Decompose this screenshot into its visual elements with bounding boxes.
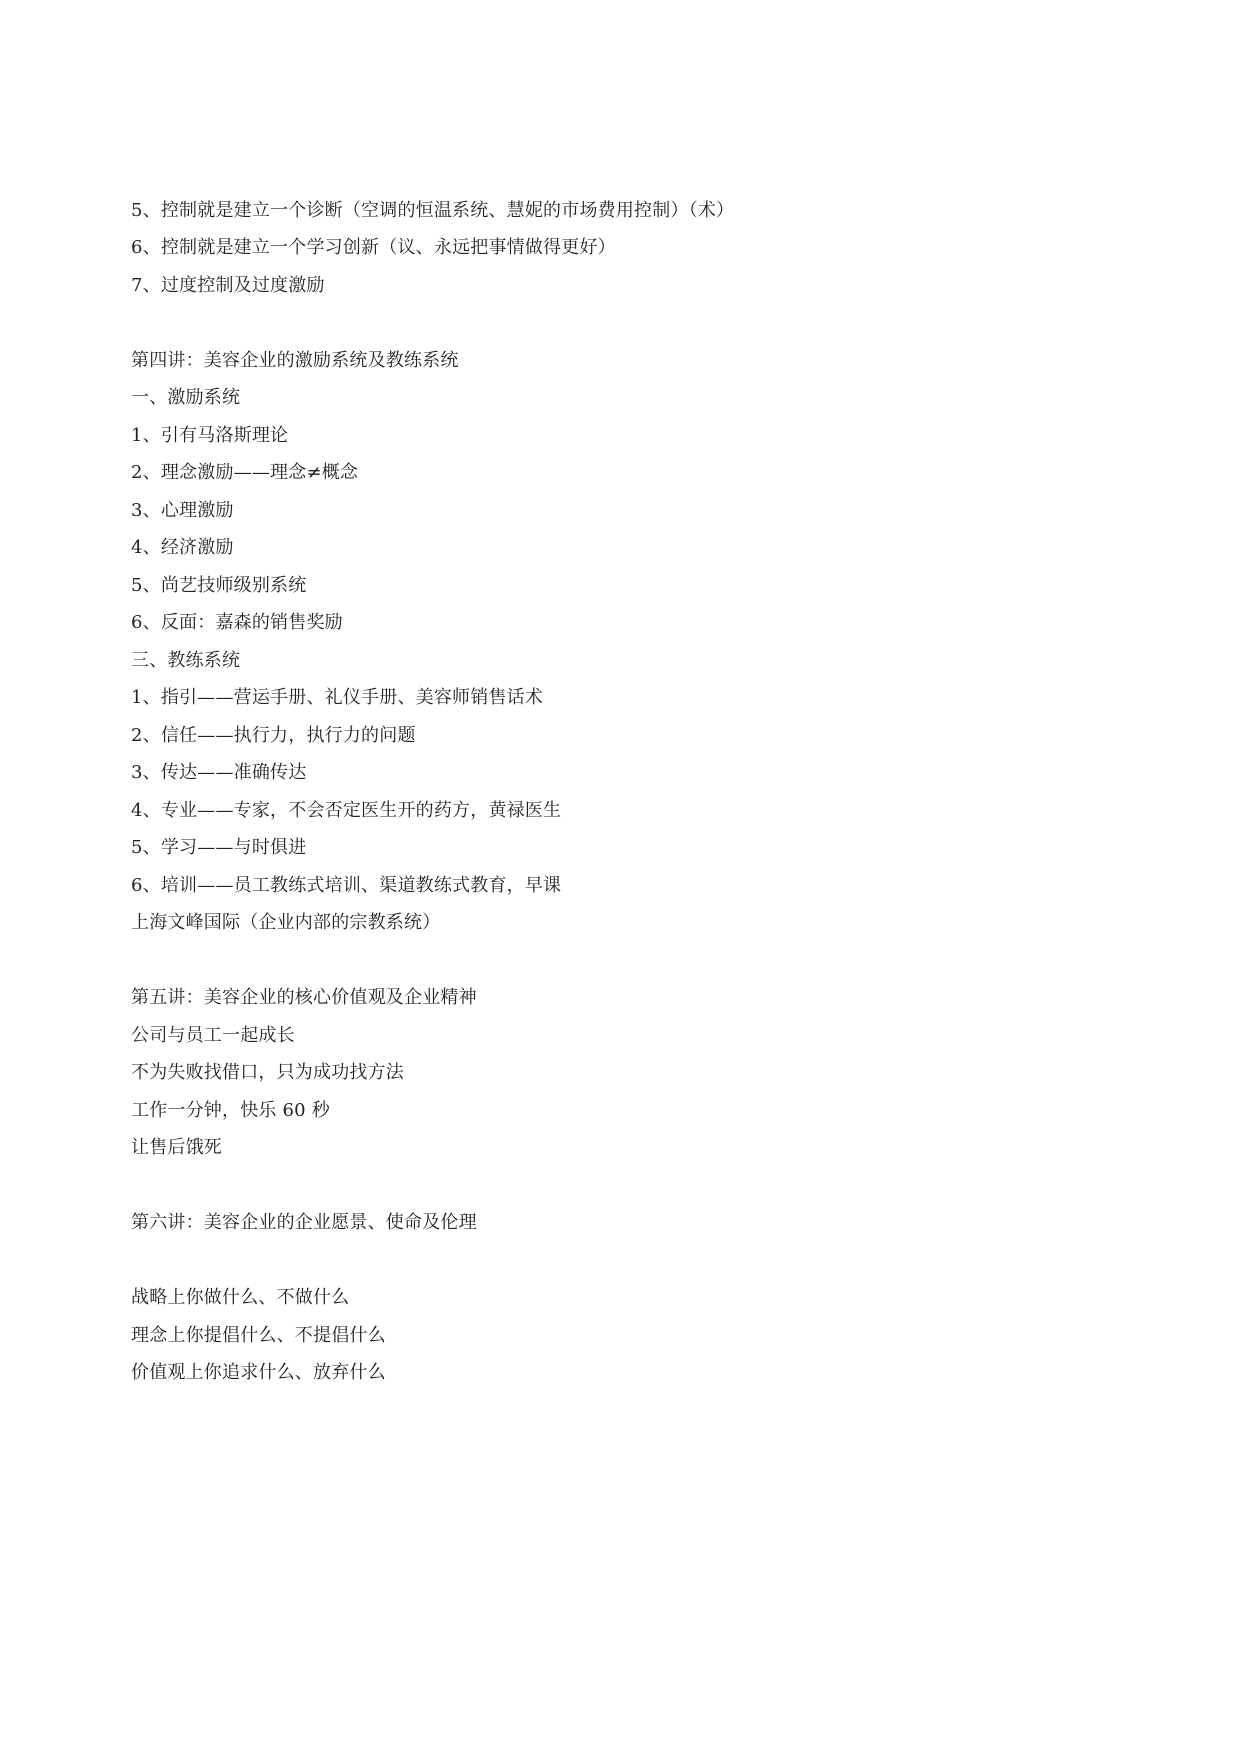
control-item: 5、控制就是建立一个诊断（空调的恒温系统、慧妮的市场费用控制）（术）	[131, 200, 735, 221]
core-value-item: 工作一分钟，快乐 60 秒	[131, 1100, 330, 1121]
lecture-4-note: 上海文峰国际（企业内部的宗教系统）	[131, 912, 441, 933]
vision-item: 价值观上你追求什么、放弃什么	[131, 1362, 386, 1383]
lecture-4-title: 第四讲：美容企业的激励系统及教练系统	[131, 350, 459, 371]
incentive-item: 2、理念激励——理念≠概念	[131, 462, 359, 483]
coaching-system-heading: 三、教练系统	[131, 650, 241, 671]
coaching-item: 1、指引——营运手册、礼仪手册、美容师销售话术	[131, 687, 544, 708]
incentive-item: 5、尚艺技师级别系统	[131, 575, 307, 596]
lecture-5-title: 第五讲：美容企业的核心价值观及企业精神	[131, 987, 477, 1008]
incentive-item: 6、反面：嘉森的销售奖励	[131, 612, 343, 633]
vision-item: 战略上你做什么、不做什么	[131, 1287, 350, 1308]
coaching-item: 2、信任——执行力，执行力的问题	[131, 725, 416, 746]
coaching-item: 4、专业——专家，不会否定医生开的药方，黄禄医生	[131, 800, 562, 821]
core-value-item: 让售后饿死	[131, 1137, 222, 1158]
incentive-item: 4、经济激励	[131, 537, 234, 558]
lecture-6-title: 第六讲：美容企业的企业愿景、使命及伦理	[131, 1212, 477, 1233]
control-item: 6、控制就是建立一个学习创新（议、永远把事情做得更好）	[131, 237, 616, 258]
incentive-system-heading: 一、激励系统	[131, 387, 241, 408]
coaching-item: 5、学习——与时俱进	[131, 837, 307, 858]
incentive-item: 3、心理激励	[131, 500, 234, 521]
control-item: 7、过度控制及过度激励	[131, 275, 325, 296]
vision-item: 理念上你提倡什么、不提倡什么	[131, 1325, 386, 1346]
coaching-item: 6、培训——员工教练式培训、渠道教练式教育，早课	[131, 875, 562, 896]
coaching-item: 3、传达——准确传达	[131, 762, 307, 783]
core-value-item: 公司与员工一起成长	[131, 1025, 295, 1046]
incentive-item: 1、引有马洛斯理论	[131, 425, 289, 446]
core-value-item: 不为失败找借口，只为成功找方法	[131, 1062, 404, 1083]
